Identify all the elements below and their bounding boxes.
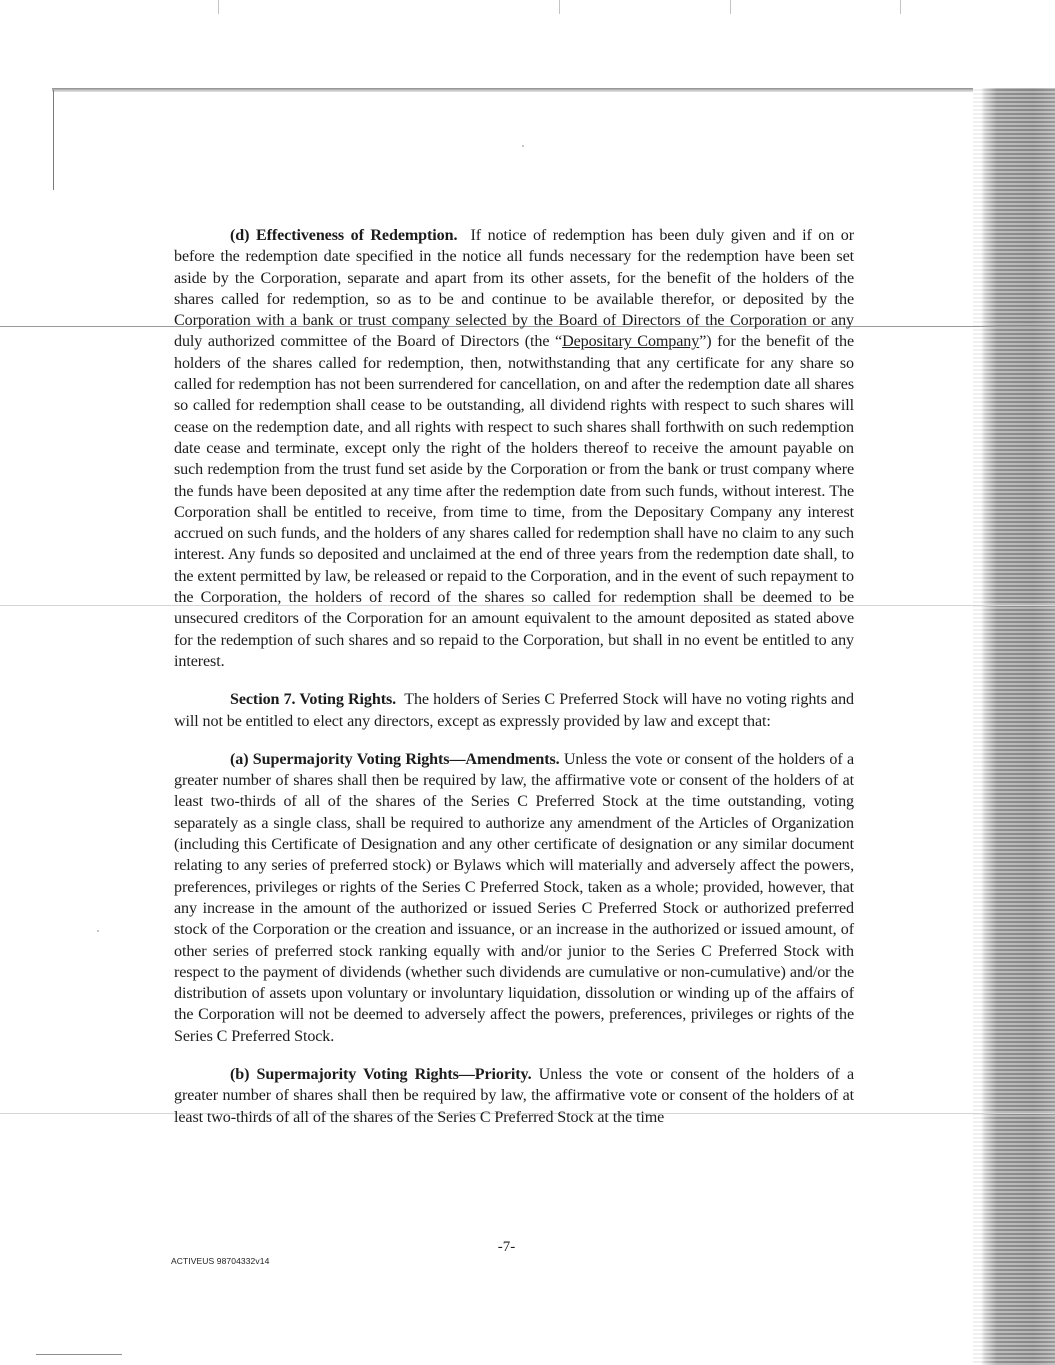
paragraph-text: If notice of redemption has been duly given and if on or before the redemption date specified in the notice all funds necessary for the redemption have been set aside by the Corporation, separate and apart from its other assets, for the benefit of the holders of the shares called for redemption, so as to be and continue to be available therefor, or deposited by the Corporation with a bank or trust company selected by the Board of Directors of the Corporation or any duly authorized committee of the Board of Directors (the “	[174, 227, 854, 351]
paragraph-heading: (a) Supermajority Voting Rights—Amendments.	[230, 750, 560, 768]
scan-artifact	[900, 0, 901, 14]
document-id: ACTIVEUS 98704332v14	[171, 1256, 270, 1266]
paragraph-effectiveness-of-redemption	[174, 225, 854, 672]
paragraph-text: Unless the vote or consent of the holders of a greater number of shares shall then be required by law, the affirmative vote or consent of the holders of at least two-thirds of all of the shares of the Series C Preferred Stock at the time	[174, 1065, 855, 1126]
paragraph-text: The holders of Series C Preferred Stock will have no voting rights and will not be entitled to elect any directors, except as expressly provided by law and except that:	[174, 691, 854, 730]
paragraph-supermajority-priority	[174, 1064, 854, 1128]
scan-artifact	[559, 0, 560, 14]
paragraph-heading: (d) Effectiveness of Redemption.	[230, 227, 458, 244]
page-number: -7-	[497, 1239, 516, 1255]
scan-right-edge	[973, 88, 1055, 1365]
scan-top-rule	[52, 88, 974, 92]
paragraph-voting-rights	[174, 689, 854, 732]
scan-artifact	[730, 0, 731, 14]
scan-left-rule	[53, 90, 54, 190]
scan-artifact	[522, 145, 524, 147]
paragraph-text: Unless the vote or consent of the holders of a greater number of shares shall then be required by law, the affirmative vote or consent of the holders of at least two-thirds of all of the shares of the Series C Preferred Stock at the time outstanding, voting separately as a single class, shall be required to authorize any amendment of the Articles of Organization (including this Certificate of Designation and any other certificate of designation or any similar document relating to any series of preferred stock) or Bylaws which will materially and adversely affect the powers, preferences, privileges or rights of the Series C Preferred Stock, taken as a whole; provided, however, that any increase in the amount of the authorized or issued Series C Preferred Stock or authorized preferred stock of the Corporation or the creation and issuance, or an increase in the authorized or issued amount, of other series of preferred stock ranking equally with and/or junior to the Series C Preferred Stock with respect to the payment of dividends (whether such dividends are cumulative or non-cumulative) and/or the distribution of assets upon voluntary or involuntary liquidation, dissolution or winding up of the affairs of the Corporation will not be deemed to adversely affect the powers, preferences, privileges or rights of the Series C Preferred Stock.	[174, 750, 854, 1045]
defined-term: Depositary Company	[562, 333, 700, 351]
scan-artifact	[36, 1354, 122, 1355]
paragraph-heading: (b) Supermajority Voting Rights—Priority.	[230, 1065, 532, 1083]
document-body	[174, 225, 854, 1145]
paragraph-heading: Section 7. Voting Rights.	[230, 691, 397, 709]
scan-artifact	[97, 930, 99, 932]
scan-artifact	[218, 0, 219, 14]
paragraph-supermajority-amendments	[174, 749, 854, 1047]
paragraph-text: ”) for the benefit of the holders of the shares called for redemption, then, notwithstanding that any certificate for any share so called for redemption has not been surrendered for cancellation, on and after the redemption date all shares so called for redemption shall cease to be outstanding, all dividend rights with respect to such shares will cease on the redemption date, and all rights with respect to such shares shall forthwith on such redemption date cease and terminate, except only the right of the holders thereof to receive the amount payable on such redemption from the trust fund set aside by the Corporation or from the bank or trust company where the funds have been deposited at any time after the redemption date from such funds, without interest. The Corporation shall be entitled to receive, from time to time, from the Depositary Company any interest accrued on such funds, and the holders of any shares called for redemption shall have no claim to any such interest. Any funds so deposited and unclaimed at the end of three years from the redemption date shall, to the extent permitted by law, be released or repaid to the Corporation, and in the event of such repayment to the Corporation, the holders of record of the shares so called for redemption shall be deemed to be unsecured creditors of the Corporation for an amount equivalent to the amount deposited as stated above for the redemption of such shares and so repaid to the Corporation, but shall in no event be entitled to any interest.	[174, 333, 855, 670]
